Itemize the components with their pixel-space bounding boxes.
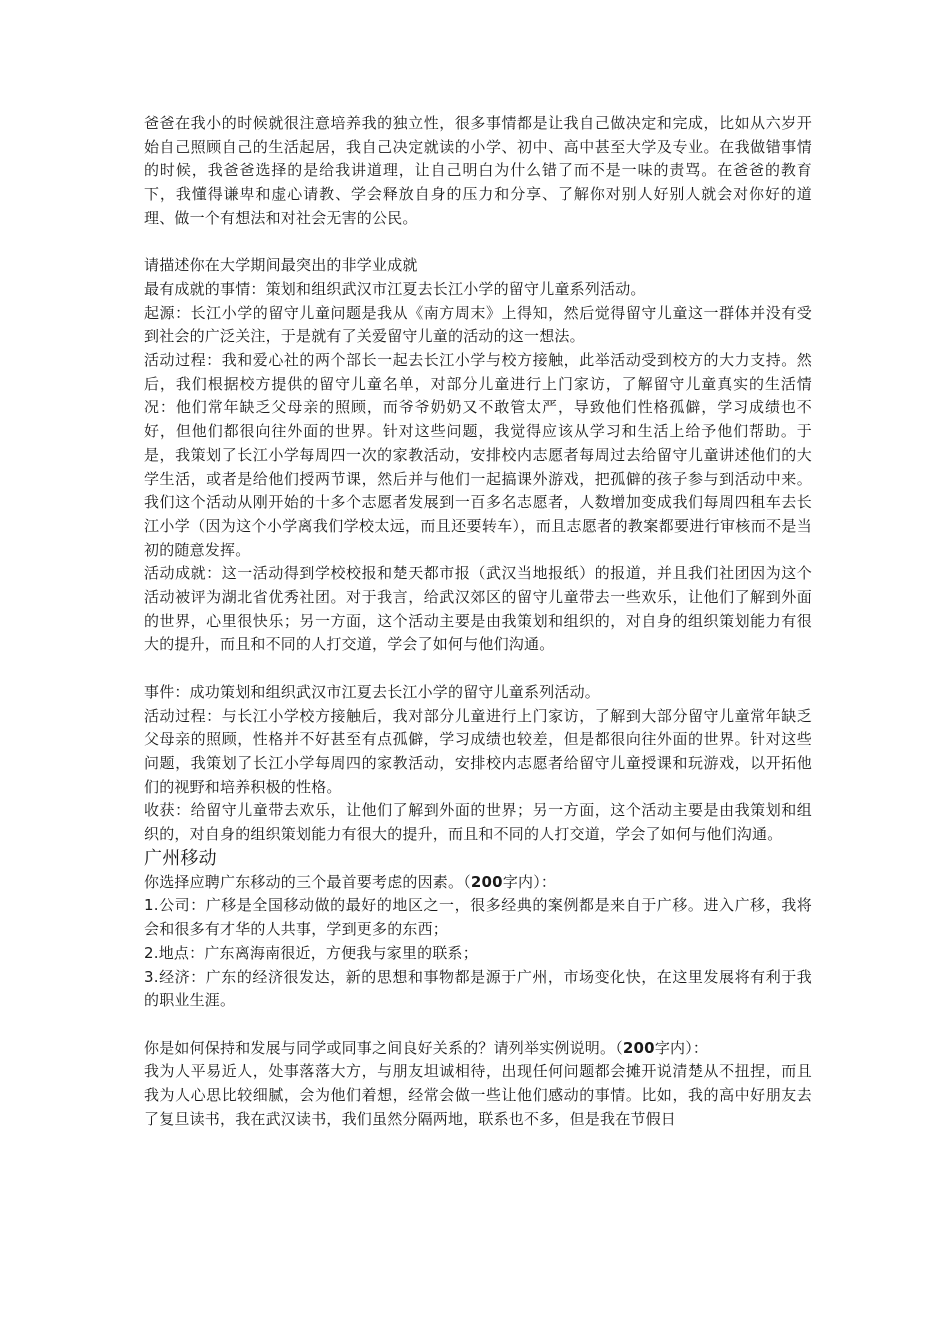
achievement-most: 最有成就的事情：策划和组织武汉市江夏去长江小学的留守儿童系列活动。 bbox=[144, 279, 646, 298]
event-title: 事件：成功策划和组织武汉市江夏去长江小学的留守儿童系列活动。 bbox=[144, 682, 601, 701]
achievement-result: 活动成就：这一活动得到学校校报和楚天都市报（武汉当地报纸）的报道，并且我们社团因为这个活动被评为湖北省优秀社团。对于我言，给武汉郊区的留守儿童带去一些欢乐，让他们了解到外面的世界，心里很快乐；另一方面，这个活动主要是由我策划和组织的，对自身的组织策划能力有很大的提升，而且和不同的人打交道，学会了如何与他们沟通。 bbox=[144, 564, 812, 654]
event-process: 活动过程：与长江小学校方接触后，我对部分儿童进行上门家访，了解到大部分留守儿童常年缺乏父母亲的照顾，性格并不好甚至有点孤僻，学习成绩也较差，但是都很向往外面的世界。针对这些问题，我策划了长江小学每周四的家教活动，安排校内志愿者给留守儿童授课和玩游戏，以开拓他们的视野和培养积极的性格。 bbox=[144, 706, 812, 796]
intro-paragraph: 爸爸在我小的时候就很注意培养我的独立性，很多事情都是让我自己做决定和完成，比如从六岁开始自己照顾自己的生活起居，我自己决定就读的小学、初中、高中甚至大学及专业。在我做错事情的时候，我爸爸选择的是给我讲道理，让自己明白为什么错了而不是一味的责骂。在爸爸的教育下，我懂得谦卑和虚心请教、学会释放自身的压力和分享、了解你对别人好别人就会对你好的道理、做一个有想法和对社会无害的公民。 bbox=[144, 114, 812, 227]
section-heading-guangzhou: 广州移动 bbox=[144, 847, 217, 869]
reason-number: 3. bbox=[144, 967, 159, 986]
blank-line bbox=[144, 1013, 812, 1037]
document-body bbox=[144, 112, 812, 1131]
event-gain: 收获：给留守儿童带去欢乐，让他们了解到外面的世界；另一方面，这个活动主要是由我策划和组织的，对自身的组织策划能力有很大的提升，而且和不同的人打交道，学会了如何与他们沟通。 bbox=[144, 801, 812, 844]
question-factors-tail: 字内）： bbox=[502, 872, 557, 891]
reason-text: 地点：广东离海南很近，方便我与家里的联系； bbox=[158, 943, 478, 962]
question-factors-text: 你选择应聘广东移动的三个最首要考虑的因素。（ bbox=[144, 872, 471, 891]
reason-economy bbox=[144, 966, 812, 1013]
achievement-question: 请描述你在大学期间最突出的非学业成就 bbox=[144, 256, 418, 275]
reason-text: 公司：广移是全国移动做的最好的地区之一，很多经典的案例都是来自于广移。进入广移，我将会和很多有才华的人共事，学到更多的东西； bbox=[144, 896, 812, 939]
question-relationships bbox=[144, 1037, 812, 1061]
blank-line bbox=[144, 657, 812, 681]
blank-line bbox=[144, 231, 812, 255]
achievement-process: 活动过程：我和爱心社的两个部长一起去长江小学与校方接触，此举活动受到校方的大力支持。然后，我们根据校方提供的留守儿童名单，对部分儿童进行上门家访，了解留守儿童真实的生活情况：他们常年缺乏父母亲的照顾，而爷爷奶奶又不敢管太严，导致他们性格孤僻，学习成绩也不好，但他们都很向往外面的世界。针对这些问题，我觉得应该从学习和生活上给予他们帮助。于是，我策划了长江小学每周四一次的家教活动，安排校内志愿者每周过去给留守儿童讲述他们的大学生活，或者是给他们授两节课，然后并与他们一起搞课外游戏，把孤僻的孩子参与到活动中来。我们这个活动从刚开始的十多个志愿者发展到一百多名志愿者，人数增加变成我们每周四租车去长江小学（因为这个小学离我们学校太远，而且还要转车），而且志愿者的教案都要进行审核而不是当初的随意发挥。 bbox=[144, 351, 812, 559]
achievement-origin: 起源：长江小学的留守儿童问题是我从《南方周末》上得知，然后觉得留守儿童这一群体并没有受到社会的广泛关注，于是就有了关爱留守儿童的活动的这一想法。 bbox=[144, 303, 812, 346]
question-factors-limit: 200 bbox=[470, 872, 503, 891]
question-relationships-text: 你是如何保持和发展与同学或同事之间良好关系的？请列举实例说明。（ bbox=[144, 1038, 623, 1057]
reason-location bbox=[144, 942, 812, 966]
question-relationships-tail: 字内）： bbox=[654, 1038, 709, 1057]
question-factors bbox=[144, 871, 812, 895]
answer-relationships: 我为人平易近人，处事落落大方，与朋友坦诚相待，出现任何问题都会摊开说清楚从不扭捏，而且我为人心思比较细腻，会为他们着想，经常会做一些让他们感动的事情。比如，我的高中好朋友去了复旦读书，我在武汉读书，我们虽然分隔两地，联系也不多，但是我在节假日 bbox=[144, 1062, 812, 1128]
reason-company bbox=[144, 894, 812, 941]
question-relationships-limit: 200 bbox=[622, 1038, 655, 1057]
reason-text: 经济：广东的经济很发达，新的思想和事物都是源于广州，市场变化快，在这里发展将有利于我的职业生涯。 bbox=[144, 967, 812, 1010]
reason-number: 2. bbox=[144, 943, 159, 962]
reason-number: 1. bbox=[144, 896, 159, 915]
